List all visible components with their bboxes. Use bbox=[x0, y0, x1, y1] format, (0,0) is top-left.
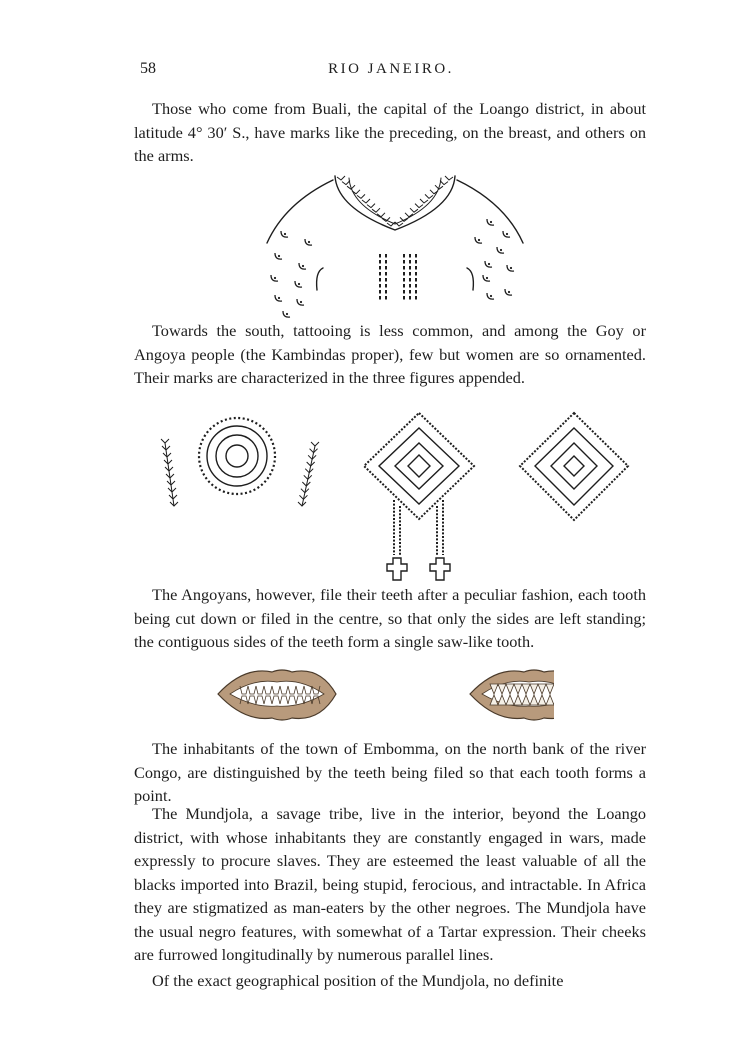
embomma-mouth bbox=[470, 670, 554, 720]
paragraph-mundjola-position: Of the exact geographical position of the Mundjola, no definite bbox=[152, 971, 564, 990]
filed-teeth-illustration bbox=[214, 662, 554, 727]
diamond-pendant-tattoo bbox=[364, 413, 474, 580]
page-header bbox=[138, 60, 644, 84]
angoya-tattoo-illustration bbox=[150, 408, 640, 583]
chest-tattoo-figure bbox=[255, 168, 535, 318]
page-number: 58 bbox=[140, 60, 156, 77]
concentric-circle-tattoo bbox=[199, 418, 275, 494]
running-head: RIO JANEIRO. bbox=[328, 61, 454, 77]
paragraph-angoyan-teeth: The Angoyans, however, file their teeth after a peculiar fashion, each tooth being cut down or filed in the centre, so that only the sides are left standing; the contiguous sides of the teeth form a single saw-like tooth. bbox=[134, 585, 646, 651]
paragraph-mundjola: The Mundjola, a savage tribe, live in the interior, beyond the Loango district, with whose inhabitants they are constantly engaged in wars, made expressly to procure slaves. They are esteemed the least valuable of all the blacks imported into Brazil, being stupid, ferocious, and intractable. In Africa they are stigmatized as man-eaters by the other negroes. The Mundjola have the usual negro features, with somewhat of a Tartar expression. Their cheeks are furrowed longitudinally by numerous parallel lines. bbox=[134, 804, 646, 964]
paragraph-embomma: The inhabitants of the town of Embomma, on the north bank of the river Congo, are distinguished by the teeth being filed so that each tooth forms a point. bbox=[134, 739, 646, 805]
chest-tattoo-illustration bbox=[255, 168, 535, 318]
filed-teeth-figure bbox=[214, 662, 554, 727]
angoyan-mouth bbox=[218, 670, 336, 720]
angoya-tattoo-figures bbox=[150, 408, 640, 583]
paragraph-angoya: Towards the south, tattooing is less common, and among the Goy or Angoya people (the Kambindas proper), few but women are so ornamented. Their marks are characterized in the three figures appended. bbox=[134, 321, 646, 387]
diamond-tattoo bbox=[520, 413, 628, 520]
paragraph-buali: Those who come from Buali, the capital of the Loango district, in about latitude 4° 30′ S., have marks like the preceding, on the breast, and others on the arms. bbox=[134, 99, 646, 165]
